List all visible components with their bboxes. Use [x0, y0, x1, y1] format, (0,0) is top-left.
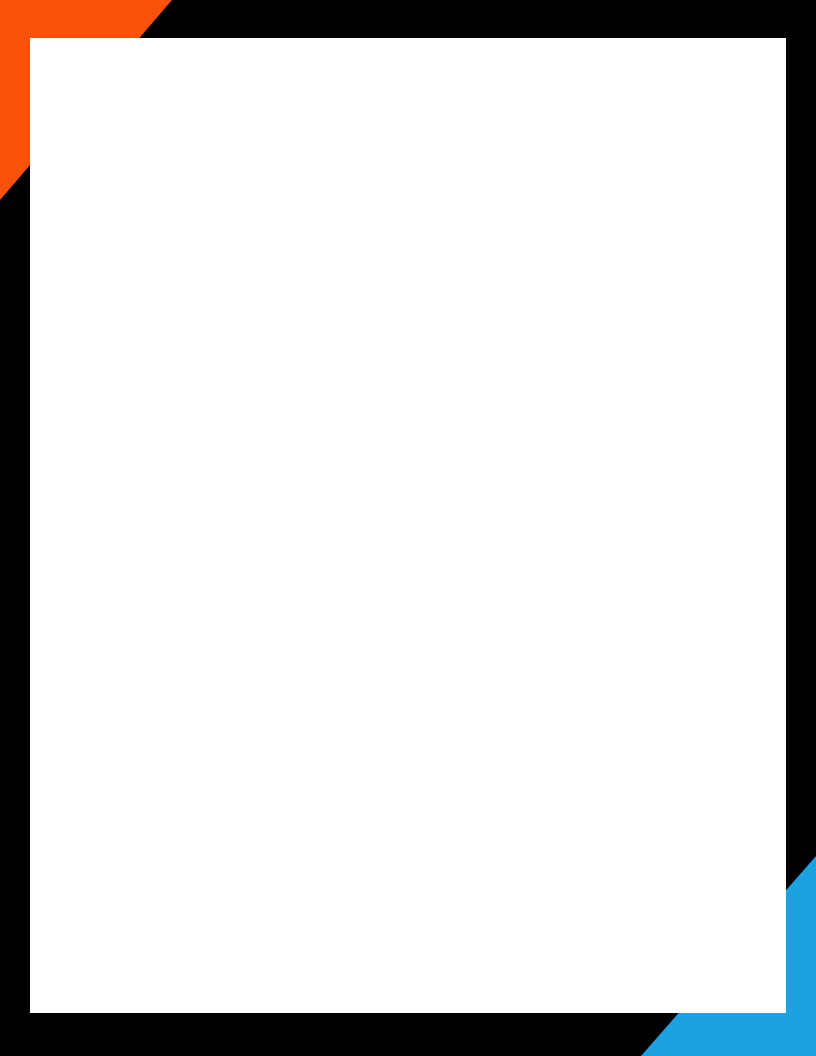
page-sheet	[30, 38, 786, 1013]
